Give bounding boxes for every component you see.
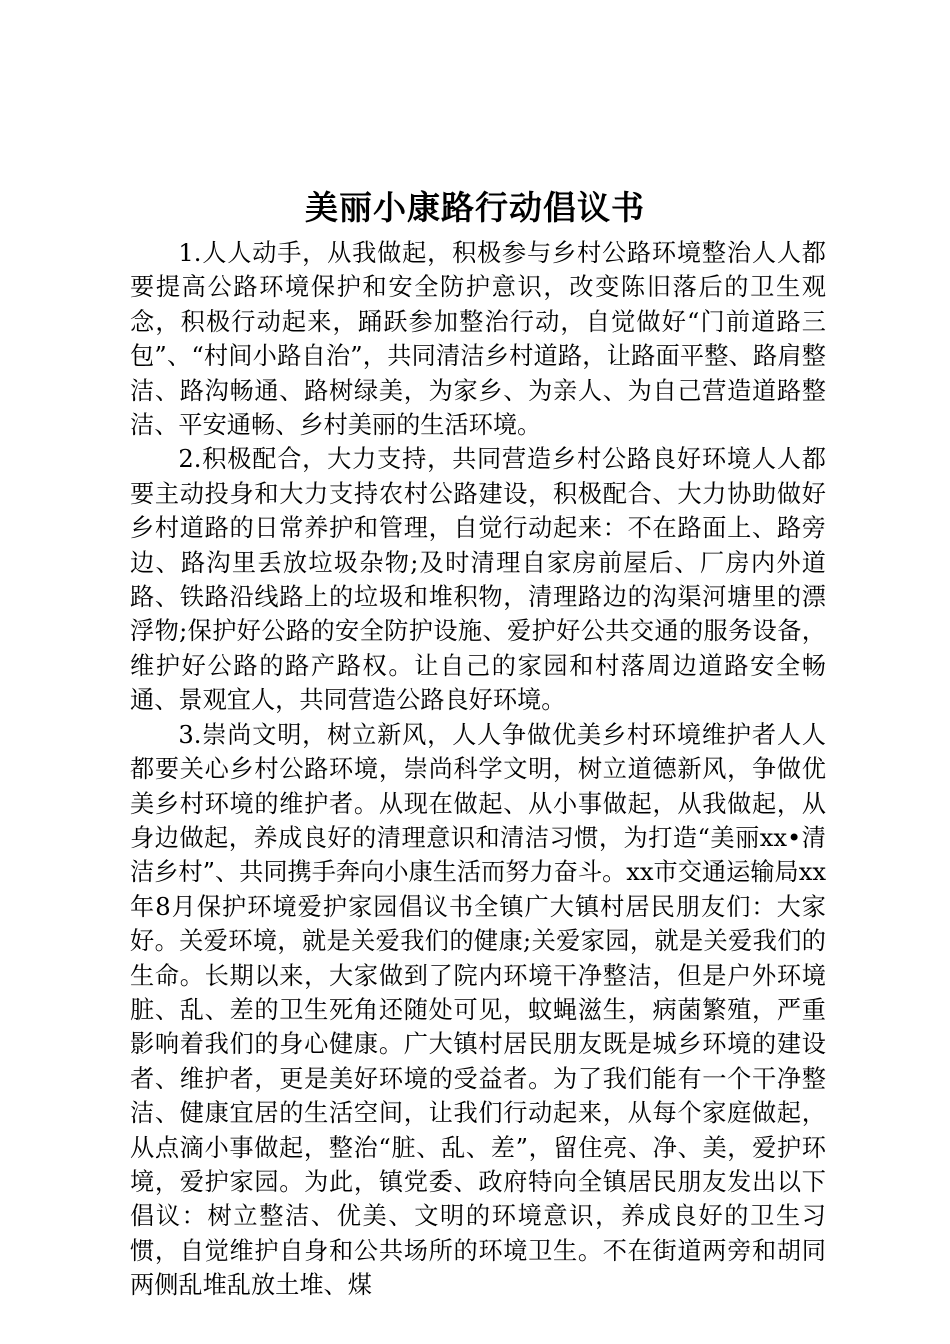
paragraph-1: 1.人人动手，从我做起，积极参与乡村公路环境整治人人都要提高公路环境保护和安全防护意识，改变陈旧落后的卫生观念，积极行动起来，踊跃参加整治行动，自觉做好“门前道路三包”、“村间小路自治”，共同清洁乡村道路，让路面平整、路肩整洁、路沟畅通、路树绿美，为家乡、为亲人、为自己营造道路整洁、平安通畅、乡村美丽的生活环境。	[130, 239, 826, 440]
paragraph-3: 3.崇尚文明，树立新风，人人争做优美乡村环境维护者人人都要关心乡村公路环境，崇尚科学文明，树立道德新风，争做优美乡村环境的维护者。从现在做起、从小事做起，从我做起，从身边做起，养成良好的清理意识和清洁习惯，为打造“美丽xx•清洁乡村”、共同携手奔向小康生活而努力奋斗。xx市交通运输局xx年8月保护环境爱护家园倡议书全镇广大镇村居民朋友们：大家好。关爱环境，就是关爱我们的健康;关爱家园，就是关爱我们的生命。长期以来，大家做到了院内环境干净整洁，但是户外环境脏、乱、差的卫生死角还随处可见，蚊蝇滋生，病菌繁殖，严重影响着我们的身心健康。广大镇村居民朋友既是城乡环境的建设者、维护者，更是美好环境的受益者。为了我们能有一个干净整洁、健康宜居的生活空间，让我们行动起来，从每个家庭做起，从点滴小事做起，整治“脏、乱、差”，留住亮、净、美，爱护环境，爱护家园。为此，镇党委、政府特向全镇居民朋友发出以下倡议：树立整洁、优美、文明的环境意识，养成良好的卫生习惯，自觉维护自身和公共场所的环境卫生。不在街道两旁和胡同两侧乱堆乱放土堆、煤	[130, 720, 826, 1300]
document-body	[130, 236, 826, 1303]
document-title: 美丽小康路行动倡议书	[305, 188, 645, 227]
paragraph-2: 2.积极配合，大力支持，共同营造乡村公路良好环境人人都要主动投身和大力支持农村公路建设，积极配合、大力协助做好乡村道路的日常养护和管理，自觉行动起来：不在路面上、路旁边、路沟里丢放垃圾杂物;及时清理自家房前屋后、厂房内外道路、铁路沿线路上的垃圾和堆积物，清理路边的沟渠河塘里的漂浮物;保护好公路的安全防护设施、爱护好公共交通的服务设备，维护好公路的路产路权。让自己的家园和村落周边道路安全畅通、景观宜人，共同营造公路良好环境。	[130, 445, 826, 715]
